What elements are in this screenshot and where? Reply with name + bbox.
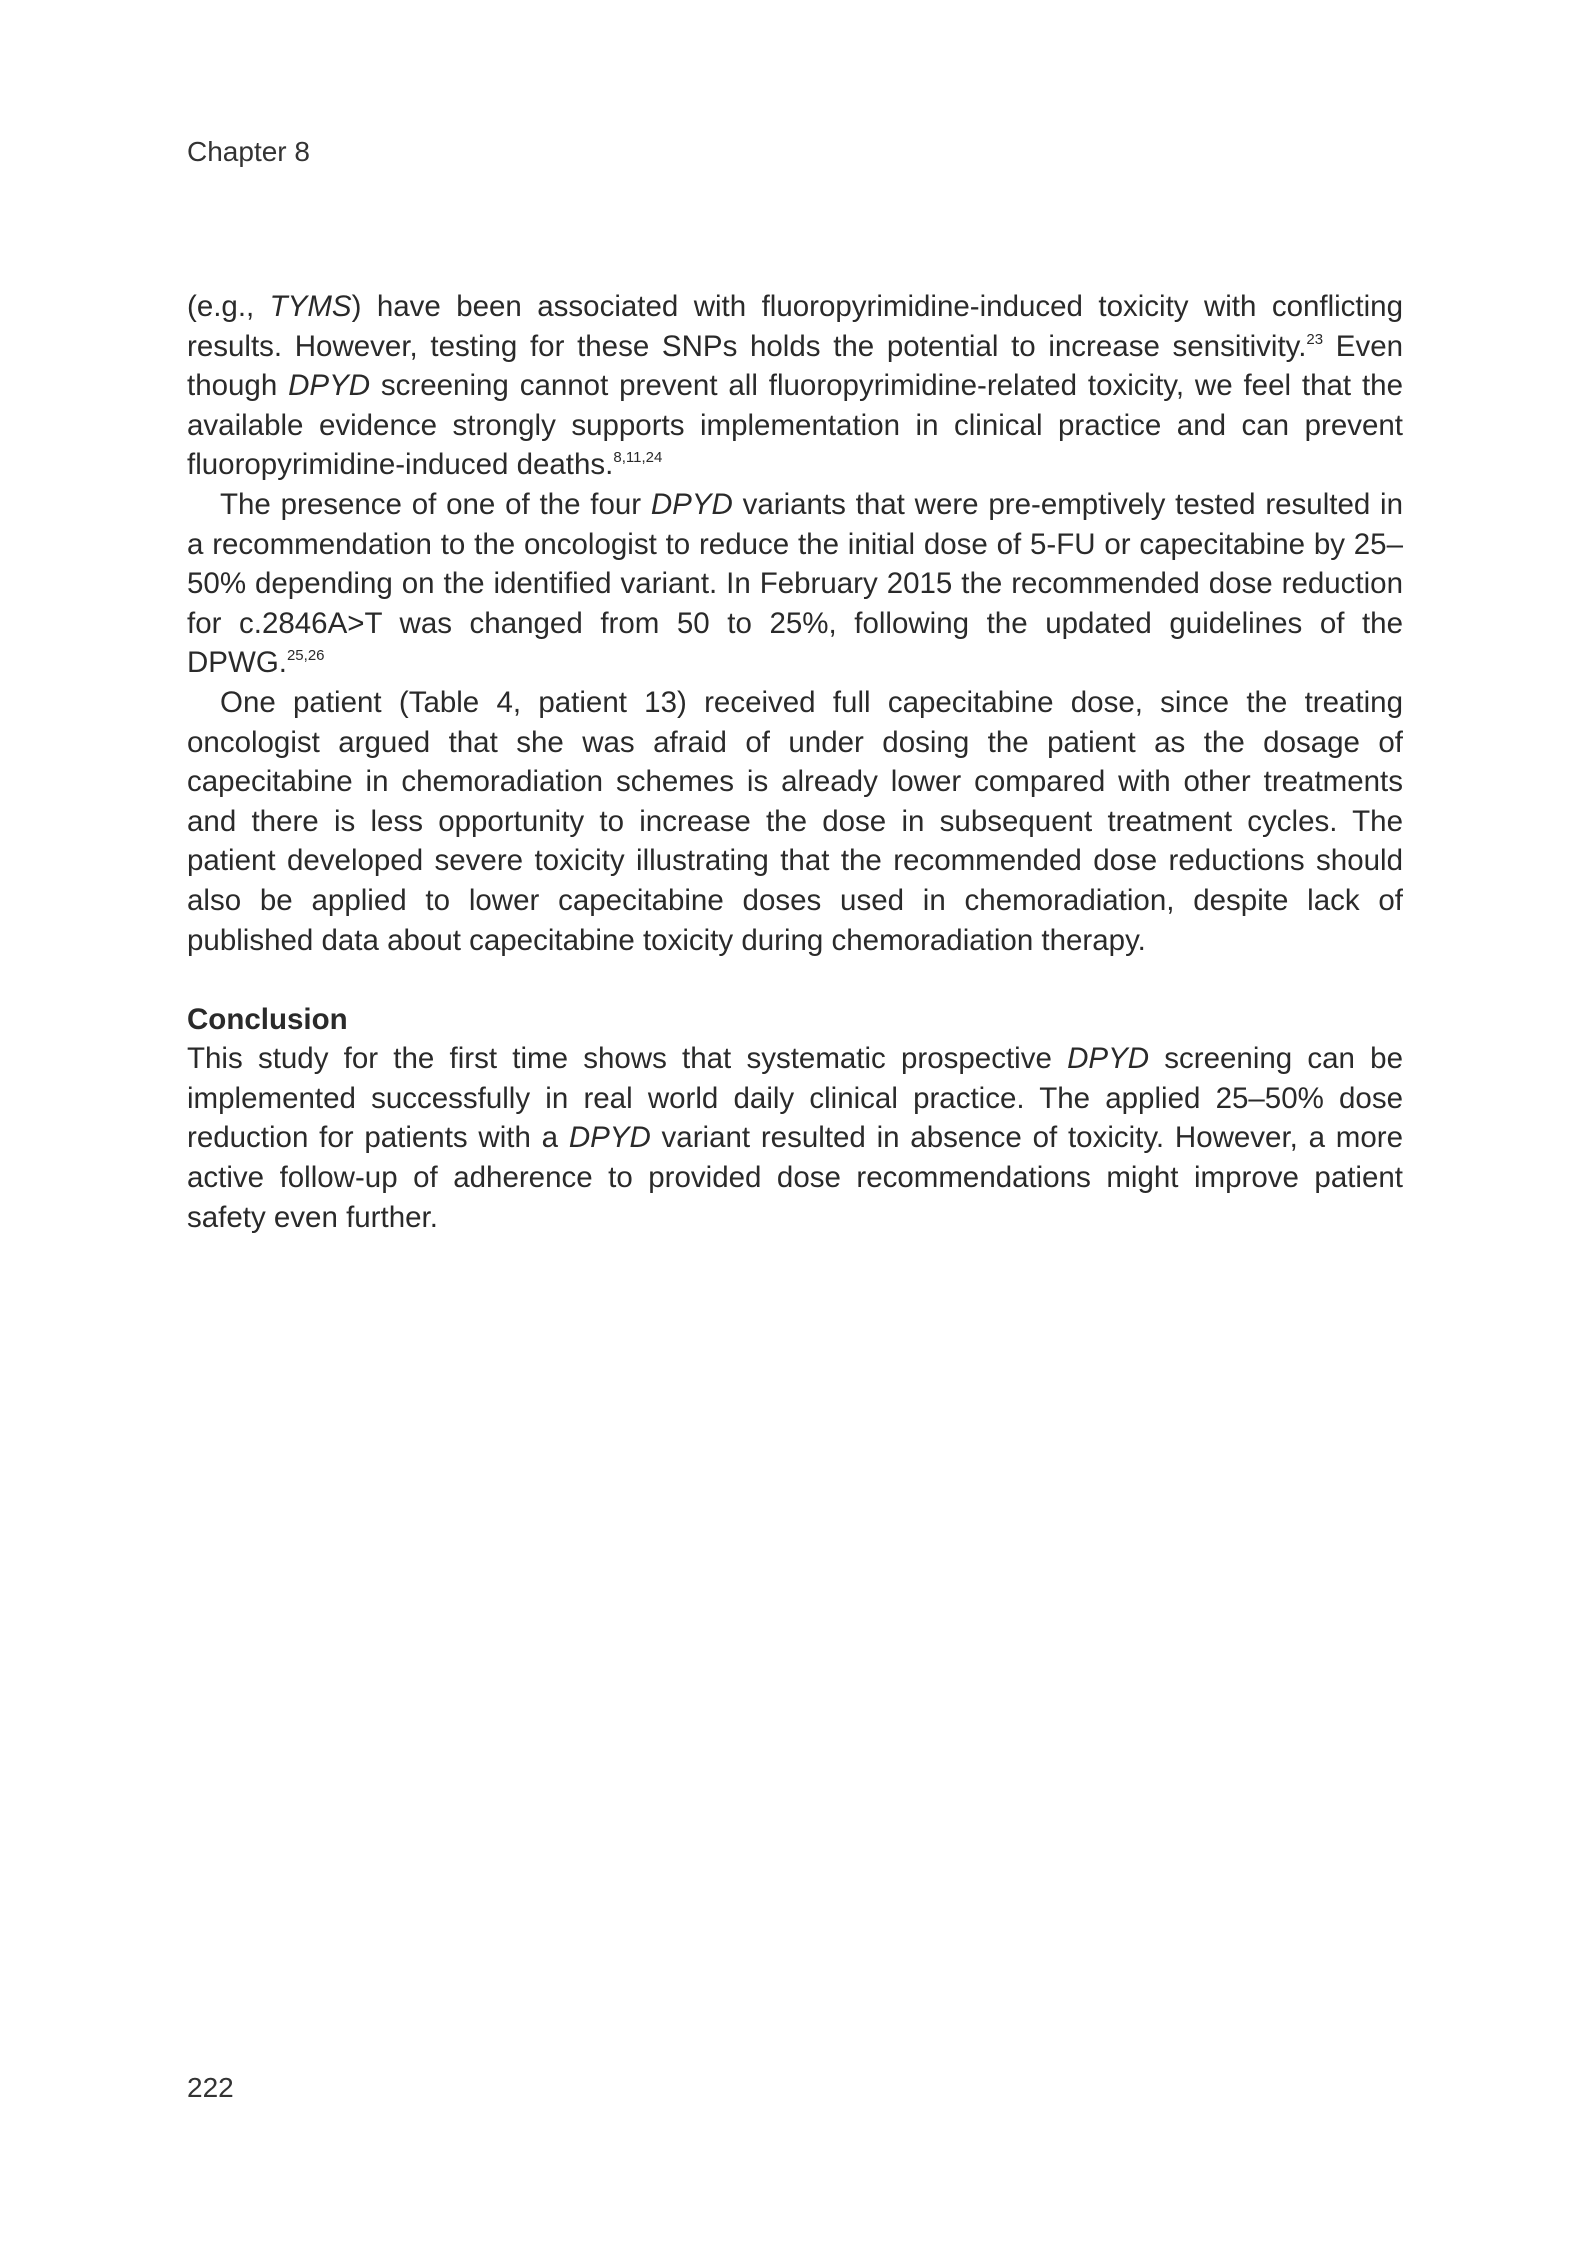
gene-name-dpyd: DPYD (288, 369, 371, 403)
text-span: The presence of one of the four (220, 487, 651, 521)
text-span: Even though (187, 329, 1404, 403)
conclusion-paragraph (187, 1039, 1403, 1237)
discussion-paragraph-1 (187, 287, 1403, 485)
body-text (187, 287, 1403, 1237)
text-span: variants that were pre-emptively tested resulted in a recommendation to the oncologist to reduce the initial dose of 5-FU or capecitabine by 25–50% depending on the identified variant. In February 2015 the recommended dose reduction for c.2846A>T was changed from 50 to 25%, following the updated guidelines of the DPWG. (187, 487, 1404, 680)
text-span: variant resulted in absence of toxicity. However, a more active follow-up of adherence to provided dose recommendations might improve patient safety even further. (187, 1121, 1404, 1234)
citation-superscript: 8,11,24 (613, 449, 663, 467)
text-span: This study for the first time shows that systematic prospective (187, 1042, 1068, 1076)
gene-name-dpyd: DPYD (568, 1121, 651, 1155)
discussion-paragraph-2 (187, 485, 1403, 683)
page-number: 222 (187, 2072, 234, 2103)
text-span: ) have been associated with fluoropyrimidine-induced toxicity with conflicting results. However, testing for these SNPs holds the potential to increase sensitivity. (187, 290, 1403, 363)
running-head: Chapter 8 (187, 136, 310, 167)
gene-name-dpyd: DPYD (650, 487, 733, 521)
gene-name-dpyd: DPYD (1067, 1042, 1150, 1076)
gene-name-tyms: TYMS (269, 290, 352, 323)
conclusion-heading: Conclusion (187, 1002, 348, 1036)
text-span: screening can be implemented successfully in real world daily clinical practice. The applied 25–50% dose reduction for patients with a (187, 1042, 1403, 1155)
citation-superscript: 25,26 (286, 647, 325, 665)
discussion-paragraph-3: One patient (Table 4, patient 13) received full capecitabine dose, since the treating oncologist argued that she was afraid of under dosing the patient as the dosage of capecitabine in chemoradiation schemes is already lower compared with other treatments and there is less opportunity to increase the dose in subsequent treatment cycles. The patient developed severe toxicity illustrating that the recommended dose reductions should also be applied to lower capecitabine doses used in chemoradiation, despite lack of published data about capecitabine toxicity during chemoradiation therapy. (187, 685, 1403, 957)
citation-superscript: 23 (1306, 330, 1324, 348)
text-span: (e.g., (187, 290, 270, 323)
text-span: screening cannot prevent all fluoropyrimidine-related toxicity, we feel that the available evidence strongly supports implementation in clinical practice and can prevent fluoropyrimidine-induced deaths. (187, 369, 1403, 482)
